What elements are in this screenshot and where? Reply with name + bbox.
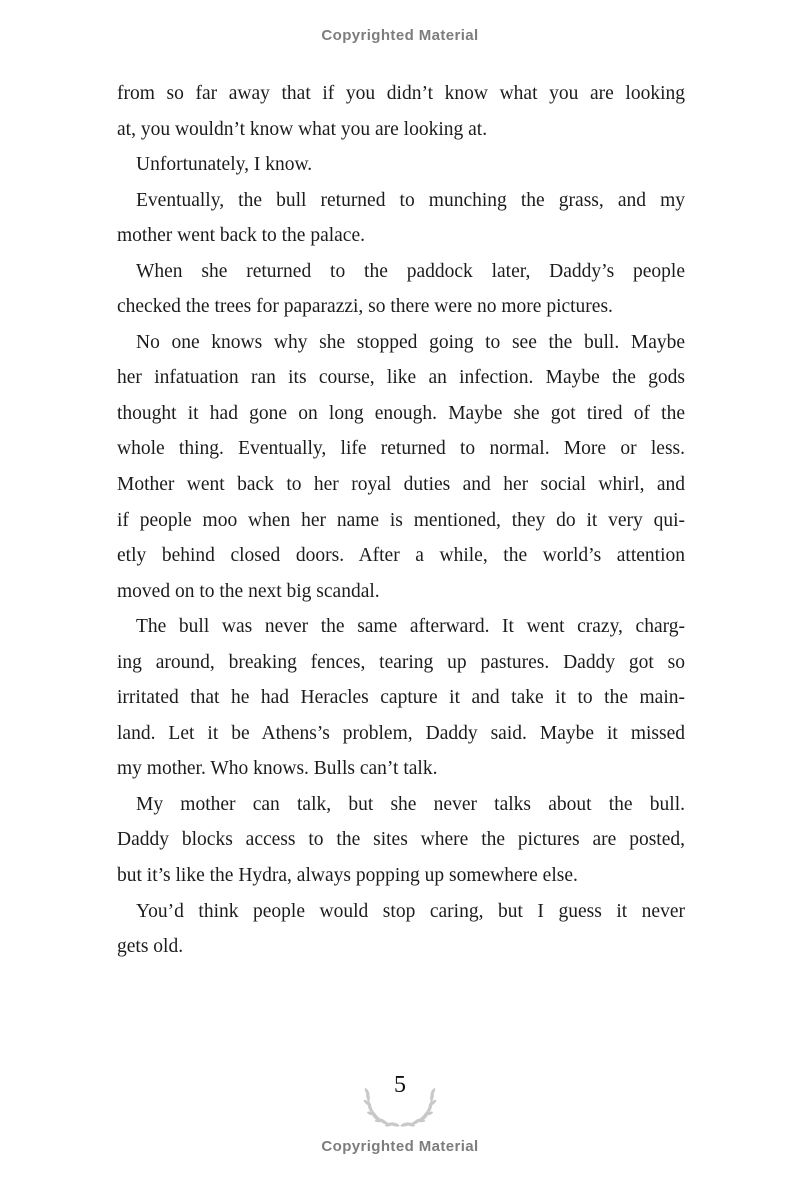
page-number: 5 [394,1072,406,1098]
text-line: My mother can talk, but she never talks about the bull. [136,793,685,815]
text-line: thought it had gone on long enough. Maybe she got tired of the [117,402,685,424]
copyright-notice-bottom: Copyrighted Material [321,1138,479,1155]
text-line: irritated that he had Heracles capture it and take it to the main- [117,687,685,709]
text-line: moved on to the next big scandal. [117,580,380,602]
text-line: You’d think people would stop caring, but I guess it never [136,900,685,922]
text-line: ing around, breaking fences, tearing up pastures. Daddy got so [117,651,685,673]
text-line: etly behind closed doors. After a while, the world’s attention [117,545,685,567]
text-line: but it’s like the Hydra, always popping up somewhere else. [117,865,578,887]
text-line: The bull was never the same afterward. It went crazy, charg- [136,616,685,638]
text-line: whole thing. Eventually, life returned to normal. More or less. [117,438,685,460]
text-line: checked the trees for paparazzi, so there were no more pictures. [117,296,613,318]
text-line: if people moo when her name is mentioned, they do it very qui- [117,509,685,531]
text-line: Daddy blocks access to the sites where the pictures are posted, [117,829,685,851]
text-line: at, you wouldn’t know what you are looking at. [117,118,488,140]
text-line: No one knows why she stopped going to see the bull. Maybe [136,331,685,353]
text-line: Eventually, the bull returned to munching the grass, and my [136,189,685,211]
body-text [117,76,685,965]
text-line: mother went back to the palace. [117,225,365,247]
page-number-ornament [0,1072,800,1132]
text-line: my mother. Who knows. Bulls can’t talk. [117,758,438,780]
text-line: Unfortunately, I know. [136,154,313,176]
text-line: her infatuation ran its course, like an infection. Maybe the gods [117,367,685,389]
text-line: gets old. [117,936,184,958]
text-line: from so far away that if you didn’t know what you are looking [117,83,685,104]
text-line: land. Let it be Athens’s problem, Daddy said. Maybe it missed [117,722,685,744]
text-line: Mother went back to her royal duties and her social whirl, and [117,474,685,496]
text-line: When she returned to the paddock later, Daddy’s people [136,260,685,282]
copyright-notice-top: Copyrighted Material [321,27,479,44]
